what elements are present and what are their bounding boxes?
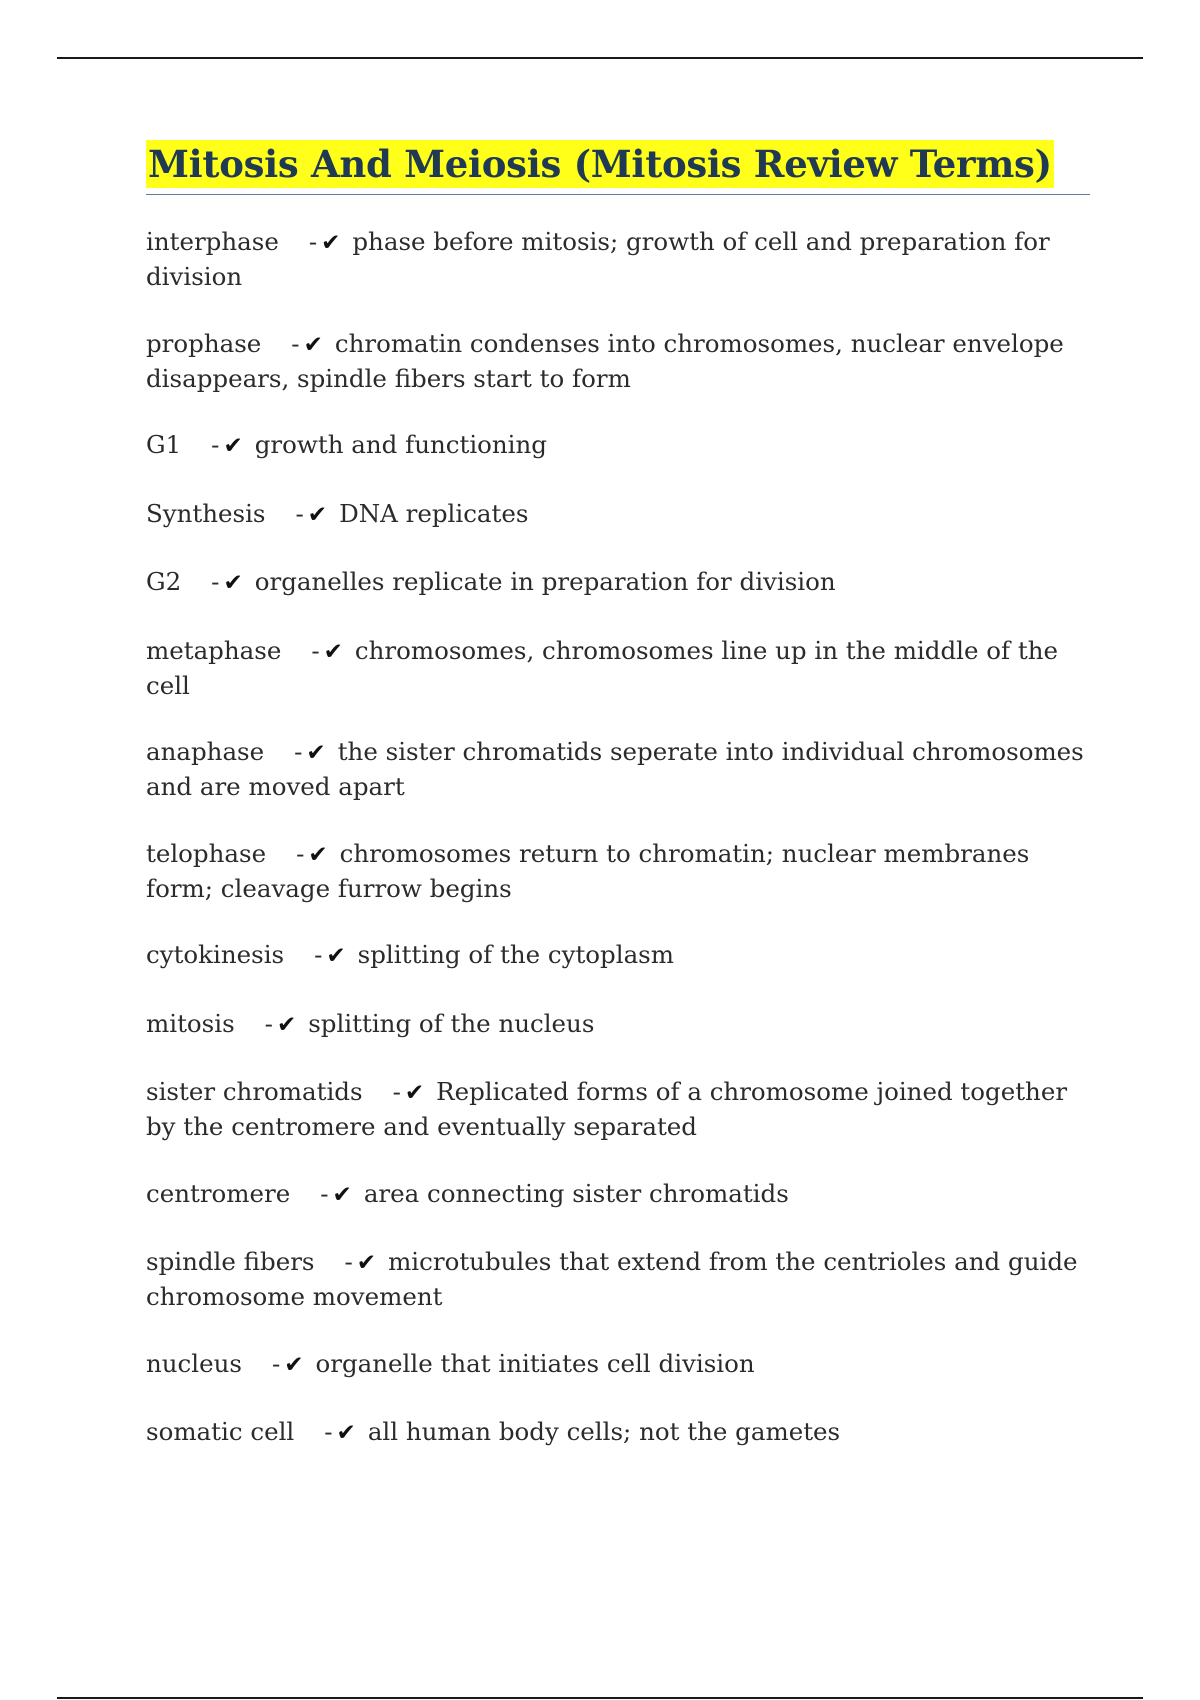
checkmark-icon: ✔: [326, 943, 346, 969]
term-entry: [146, 428, 1090, 463]
page-title: Mitosis And Meiosis (Mitosis Review Terms): [148, 142, 1052, 186]
term-definition: microtubules that extend from the centrioles and guide chromosome movement: [146, 1247, 1078, 1311]
term-label: interphase: [146, 227, 279, 256]
term-label: telophase: [146, 838, 267, 868]
term-entry: [146, 837, 1090, 905]
term-label: sister chromatids: [146, 1077, 363, 1106]
term-definition: the sister chromatids seperate into individual chromosomes and are moved apart: [146, 737, 1084, 801]
term-definition: phase before mitosis; growth of cell and preparation for division: [146, 227, 1050, 291]
separator: -: [314, 940, 323, 969]
term-label: prophase: [146, 328, 262, 358]
term-definition: chromosomes, chromosomes line up in the middle of the cell: [146, 635, 1058, 700]
document-body: [146, 140, 1090, 1484]
checkmark-icon: ✔: [303, 331, 323, 358]
separator: -: [344, 1247, 353, 1276]
checkmark-icon: ✔: [308, 841, 328, 868]
checkmark-icon: ✔: [223, 433, 243, 459]
terms-list: [146, 225, 1090, 1450]
bottom-rule: [57, 1697, 1143, 1699]
checkmark-icon: ✔: [336, 1420, 356, 1446]
checkmark-icon: ✔: [284, 1351, 304, 1378]
term-entry: [146, 938, 1090, 973]
term-definition: DNA replicates: [339, 498, 529, 528]
checkmark-icon: ✔: [223, 570, 243, 596]
term-definition: splitting of the cytoplasm: [357, 940, 674, 969]
checkmark-icon: ✔: [323, 638, 343, 665]
checkmark-icon: ✔: [306, 740, 326, 766]
separator: -: [271, 1348, 281, 1378]
checkmark-icon: ✔: [332, 1181, 352, 1208]
separator: -: [295, 498, 304, 528]
checkmark-icon: ✔: [404, 1080, 425, 1106]
term-label: somatic cell: [146, 1417, 295, 1446]
separator: -: [320, 1178, 329, 1208]
separator: -: [211, 567, 220, 596]
separator: -: [308, 227, 318, 256]
title-block: [146, 140, 1090, 195]
term-label: spindle fibers: [146, 1247, 315, 1276]
checkmark-icon: ✔: [321, 230, 341, 256]
term-entry: [146, 1007, 1090, 1042]
checkmark-icon: ✔: [276, 1011, 297, 1038]
separator: -: [392, 1077, 401, 1106]
term-label: G1: [146, 430, 182, 459]
term-entry: [146, 735, 1090, 803]
term-entry: [146, 225, 1090, 293]
separator: -: [324, 1417, 333, 1446]
separator: -: [291, 328, 300, 358]
term-definition: chromosomes return to chromatin; nuclear membranes form; cleavage furrow begins: [146, 838, 1030, 903]
term-label: mitosis: [146, 1008, 235, 1038]
term-entry: [146, 497, 1090, 532]
term-definition: organelles replicate in preparation for division: [254, 567, 836, 596]
separator: -: [294, 737, 303, 766]
term-entry: [146, 1347, 1090, 1382]
term-entry: [146, 565, 1090, 600]
term-definition: Replicated forms of a chromosome joined together by the centromere and eventually separated: [146, 1077, 1068, 1141]
separator: -: [264, 1008, 273, 1038]
term-label: cytokinesis: [146, 940, 285, 969]
checkmark-icon: ✔: [307, 501, 328, 528]
term-entry: [146, 1415, 1090, 1450]
term-label: anaphase: [146, 737, 265, 766]
term-entry: [146, 1177, 1090, 1212]
separator: -: [311, 635, 320, 665]
term-entry: [146, 327, 1090, 395]
term-entry: [146, 1245, 1090, 1313]
term-label: nucleus: [146, 1348, 242, 1378]
checkmark-icon: ✔: [356, 1250, 377, 1276]
term-definition: organelle that initiates cell division: [315, 1348, 755, 1378]
term-definition: all human body cells; not the gametes: [367, 1417, 841, 1446]
term-definition: splitting of the nucleus: [308, 1008, 595, 1038]
term-entry: [146, 634, 1090, 702]
separator: -: [211, 430, 220, 459]
term-definition: chromatin condenses into chromosomes, nuclear envelope disappears, spindle fibers start to form: [146, 328, 1064, 393]
term-label: centromere: [146, 1178, 291, 1208]
term-label: metaphase: [146, 635, 282, 665]
top-rule: [57, 57, 1143, 59]
term-definition: growth and functioning: [254, 430, 547, 459]
term-entry: [146, 1075, 1090, 1143]
term-definition: area connecting sister chromatids: [363, 1178, 789, 1208]
separator: -: [296, 838, 305, 868]
term-label: G2: [146, 567, 182, 596]
term-label: Synthesis: [146, 498, 266, 528]
